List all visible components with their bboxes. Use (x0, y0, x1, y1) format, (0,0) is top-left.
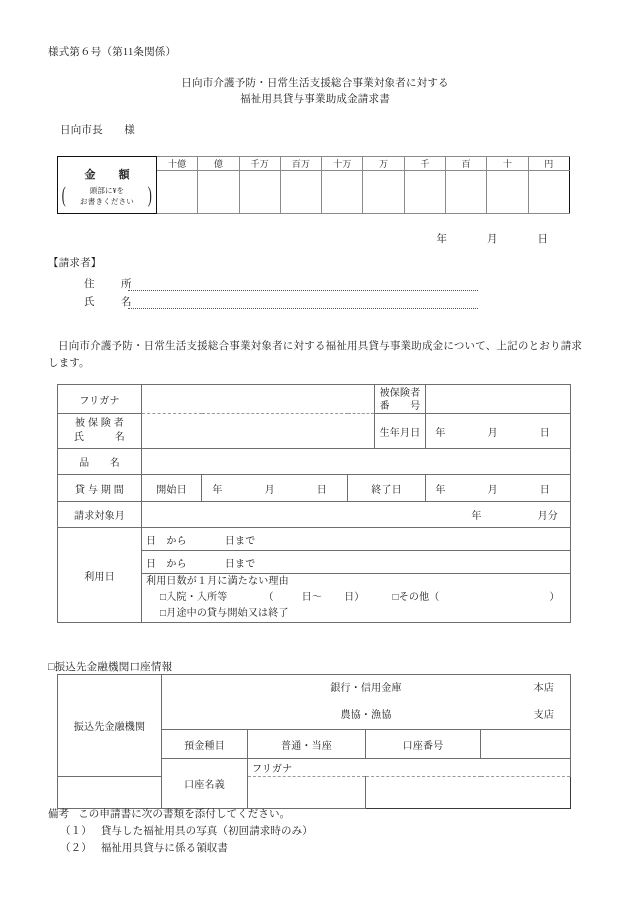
account-holder-furigana[interactable] (248, 759, 571, 777)
addressee: 日向市長 様 (60, 125, 135, 136)
table-row (58, 449, 571, 475)
requester-name-label: 氏 名 (84, 297, 140, 308)
furigana-input[interactable] (142, 385, 375, 414)
requester-address-row (84, 276, 482, 291)
bracket-left-glyph: ( (61, 182, 66, 207)
notes-block (48, 806, 313, 857)
amount-unit-header: 十億 (157, 157, 198, 171)
birthdate-month: 月 (487, 427, 498, 439)
item-name-input[interactable] (142, 449, 571, 475)
amount-label: 金 額 (84, 169, 136, 181)
deposit-type-value[interactable]: 普通・当座 (248, 730, 366, 759)
lending-start-label: 開始日 (142, 475, 202, 502)
amount-unit-header: 百 (446, 157, 487, 171)
lending-end-day: 日 (539, 484, 550, 496)
requester-heading: 【請求者】 (48, 258, 102, 269)
amount-unit-header: 千 (404, 157, 445, 171)
requester-address-input[interactable] (128, 279, 478, 291)
table-row (58, 675, 571, 730)
usage-row1-to: 日まで (224, 535, 256, 547)
submit-date-day: 日 (537, 234, 548, 245)
account-number-input[interactable] (481, 730, 571, 759)
document-title-line2: 福祉用具貸与事業助成金請求書 (240, 94, 390, 105)
requester-name-input[interactable] (128, 297, 478, 309)
deposit-type-label: 預金種目 (162, 730, 248, 759)
usage-period-row-1[interactable] (142, 528, 571, 551)
branch-type-1: 本店 (533, 683, 555, 694)
amount-digit-cell[interactable] (528, 171, 569, 214)
usage-row2-to: 日まで (224, 558, 256, 570)
amount-digit-cell[interactable] (198, 171, 239, 214)
branch-type-2: 支店 (533, 710, 555, 721)
bracket-right-glyph: ) (148, 182, 153, 207)
notes-item-1-text: 貸与した福祉用具の写真（初回請求時のみ） (100, 826, 313, 837)
document-title (0, 76, 630, 108)
reason-option-1-paren-open: （ (263, 592, 274, 603)
notes-heading-text: この申請書に次の書類を添付してください。 (78, 809, 291, 820)
insured-number-label-line1: 被保険者 (379, 388, 421, 399)
reason-option-1-checkbox[interactable]: □入院・入所等 (160, 592, 228, 603)
amount-note (58, 182, 156, 207)
bank-type-row-2 (162, 702, 570, 729)
requester-name-row (84, 294, 482, 309)
reason-option-3-checkbox[interactable]: □月途中の貸与開始又は終了 (160, 608, 289, 619)
notes-item-1-number: （１） (60, 826, 92, 837)
document-title-line1: 日向市介護予防・日常生活支援総合事業対象者に対する (181, 78, 449, 89)
birthdate-label: 生年月日 (375, 414, 426, 449)
insured-name-input[interactable] (142, 414, 375, 449)
amount-header-row (58, 157, 570, 171)
birthdate-day: 日 (539, 427, 550, 439)
amount-unit-header: 百万 (280, 157, 321, 171)
amount-table (57, 156, 570, 214)
notes-item-2 (48, 840, 313, 857)
requester-address-label: 住 所 (84, 279, 140, 290)
amount-note-line2: お書きください (80, 197, 134, 206)
birthdate-year: 年 (435, 427, 446, 439)
lending-start-year: 年 (212, 484, 223, 496)
amount-digit-cell[interactable] (157, 171, 198, 214)
amount-unit-header: 億 (198, 157, 239, 171)
form-number: 様式第６号（第11条関係） (48, 47, 177, 58)
amount-unit-header: 十万 (322, 157, 363, 171)
notes-heading (48, 806, 313, 823)
notes-heading-label: 備考 (48, 809, 70, 820)
reason-option-2-paren-close: ） (549, 592, 560, 603)
billing-month-input[interactable] (142, 502, 571, 528)
submit-date-line (57, 231, 570, 246)
insured-name-label-line1: 被 保 険 者 (75, 418, 124, 429)
bank-info-checkbox[interactable]: □振込先金融機関口座情報 (48, 662, 173, 673)
submit-date-month: 月 (487, 234, 498, 245)
account-number-label: 口座番号 (366, 730, 481, 759)
bank-type-cell[interactable] (162, 675, 571, 730)
reason-heading: 利用日数が１月に満たない理由 (146, 576, 289, 587)
birthdate-input[interactable] (426, 414, 571, 449)
table-row (58, 502, 571, 528)
amount-digit-cell[interactable] (239, 171, 280, 214)
furigana-label: フリガナ (58, 385, 142, 414)
bank-institution-label: 振込先金融機関 (58, 675, 162, 777)
table-row (58, 528, 571, 551)
main-table-wrapper (57, 384, 570, 623)
insured-name-label-line2: 氏 名 (74, 432, 125, 443)
amount-digit-cell[interactable] (322, 171, 363, 214)
reason-block (142, 574, 571, 623)
amount-unit-header: 万 (363, 157, 404, 171)
submit-date-year: 年 (436, 234, 447, 245)
item-name-label: 品 名 (58, 449, 142, 475)
amount-digit-cell[interactable] (446, 171, 487, 214)
bank-type-2: 農協・漁協 (340, 710, 392, 721)
billing-month-label: 請求対象月 (58, 502, 142, 528)
billing-month-year: 年 (471, 511, 482, 522)
amount-unit-header: 十 (487, 157, 528, 171)
insured-number-label-line2: 番 号 (379, 401, 421, 412)
bank-table-wrapper (57, 674, 570, 809)
lending-start-day: 日 (316, 484, 327, 496)
insured-number-label (375, 385, 426, 414)
notes-item-1 (48, 823, 313, 840)
reason-option-1-to: 日） (344, 592, 365, 603)
reason-option-2-checkbox[interactable]: □その他（ (392, 592, 440, 603)
bank-account-table (57, 674, 571, 809)
lending-period-label: 貸 与 期 間 (58, 475, 142, 502)
table-row (58, 777, 571, 809)
amount-digit-cell[interactable] (404, 171, 445, 214)
amount-note-line1: 頭部に¥を (89, 186, 125, 195)
body-paragraph: 日向市介護予防・日常生活支援総合事業対象者に対する福祉用具貸与事業助成金について、上記のとおり請求します。 (48, 341, 582, 369)
lending-end-year: 年 (435, 484, 446, 496)
reason-option-1-line (146, 590, 566, 606)
bank-type-row-1 (162, 675, 570, 702)
insured-number-input[interactable] (426, 385, 571, 414)
usage-row2-from: 日 から (146, 558, 187, 570)
usage-days-label: 利用日 (58, 528, 142, 623)
lending-start-input[interactable] (202, 475, 348, 502)
amount-label-cell (58, 157, 157, 214)
bank-type-1: 銀行・信用金庫 (330, 683, 402, 694)
lending-end-label: 終了日 (348, 475, 426, 502)
account-holder-label: 口座名義 (162, 759, 248, 809)
table-row (58, 475, 571, 502)
amount-unit-header: 円 (528, 157, 569, 171)
billing-month-month: 月分 (537, 511, 558, 522)
usage-row1-from: 日 から (146, 535, 187, 547)
lending-end-month: 月 (487, 484, 498, 496)
amount-digit-cell[interactable] (487, 171, 528, 214)
insured-info-table (57, 384, 571, 623)
amount-table-wrapper (57, 156, 570, 214)
amount-unit-header: 千万 (239, 157, 280, 171)
table-row (58, 414, 571, 449)
notes-item-2-text: 福祉用具貸与に係る領収書 (100, 843, 229, 854)
table-row (58, 385, 571, 414)
lending-end-input[interactable] (426, 475, 571, 502)
reason-option-1-from: 日～ (301, 592, 323, 603)
insured-name-label (58, 414, 142, 449)
account-holder-furigana-label: フリガナ (252, 764, 293, 775)
notes-item-2-number: （２） (60, 843, 92, 854)
amount-digit-cell[interactable] (363, 171, 404, 214)
amount-digit-cell[interactable] (280, 171, 321, 214)
usage-period-row-2[interactable] (142, 551, 571, 574)
lending-start-month: 月 (264, 484, 275, 496)
